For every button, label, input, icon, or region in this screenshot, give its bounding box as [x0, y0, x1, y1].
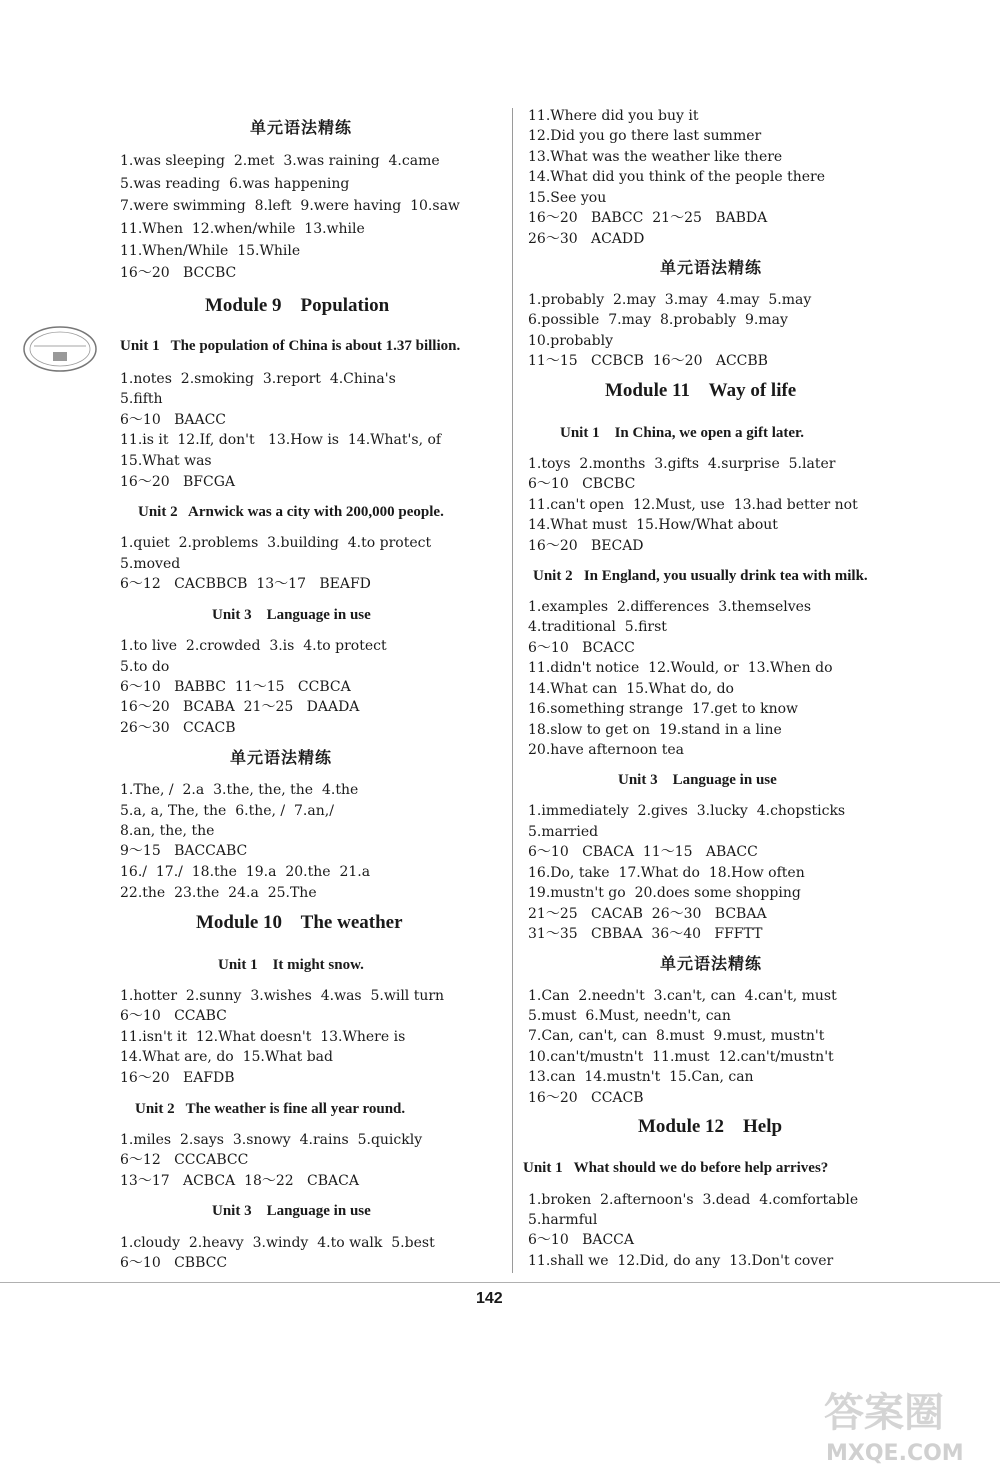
svg-text:MXQE.COM: MXQE.COM — [826, 1441, 964, 1466]
answer-line: 6～10 BABBC 11～15 CCBCA — [120, 679, 351, 695]
unit-heading: Unit 3 Language in use — [618, 772, 777, 788]
answer-line: 1.The, / 2.a 3.the, the, the 4.the — [120, 782, 359, 798]
module-heading: Module 11 Way of life — [605, 380, 797, 401]
answer-line: 15.What was — [120, 453, 212, 469]
answer-line: 13～17 ACBCA 18～22 CBACA — [120, 1173, 359, 1189]
unit-heading: Unit 2 In England, you usually drink tea with milk. — [533, 568, 868, 584]
answer-line: 1.probably 2.may 3.may 4.may 5.may — [528, 292, 812, 308]
answer-line: 6～12 CACBBCB 13～17 BEAFD — [120, 576, 371, 592]
answer-line: 14.What must 15.How/What about — [528, 517, 778, 533]
answer-line: 10.probably — [528, 333, 614, 349]
answer-line: 1.quiet 2.problems 3.building 4.to protect — [120, 535, 432, 551]
answer-line: 1.immediately 2.gives 3.lucky 4.chopsticks — [528, 803, 846, 819]
unit-heading: Unit 3 Language in use — [212, 607, 371, 623]
answer-line: 5.harmful — [528, 1212, 598, 1228]
grammar-heading: 单元语法精练 — [660, 258, 763, 277]
unit-heading: Unit 2 Arnwick was a city with 200,000 people. — [138, 504, 444, 520]
answer-line: 6～12 CCCABCC — [120, 1152, 249, 1168]
answer-line: 20.have afternoon tea — [528, 742, 685, 758]
answer-line: 10.can't/mustn't 11.must 12.can't/mustn't — [528, 1049, 834, 1065]
answer-line: 1.was sleeping 2.met 3.was raining 4.came — [120, 153, 440, 169]
answer-line: 5.must 6.Must, needn't, can — [528, 1008, 731, 1024]
unit-heading: Unit 1 In China, we open a gift later. — [560, 425, 805, 441]
answer-line: 16.Do, take 17.What do 18.How often — [528, 865, 805, 881]
answer-line: 19.mustn't go 20.does some shopping — [528, 885, 801, 901]
footer-rule — [0, 1282, 1000, 1283]
answer-line: 1.broken 2.afternoon's 3.dead 4.comfortable — [528, 1192, 859, 1208]
answer-line: 9～15 BACCABC — [120, 843, 248, 859]
answer-line: 4.traditional 5.first — [528, 619, 667, 635]
answer-line: 1.notes 2.smoking 3.report 4.China's — [120, 371, 396, 387]
answer-line: 11～15 CCBCB 16～20 ACCBB — [528, 353, 768, 369]
answer-line: 6～10 BAACC — [120, 412, 227, 428]
answer-line: 1.cloudy 2.heavy 3.windy 4.to walk 5.best — [120, 1235, 435, 1251]
answer-line: 11.When/While 15.While — [120, 243, 301, 259]
grammar-heading: 单元语法精练 — [660, 954, 763, 973]
answer-line: 6～10 CCABC — [120, 1008, 227, 1024]
answer-line: 16～20 BFCGA — [120, 474, 235, 490]
answer-line: 22.the 23.the 24.a 25.The — [120, 885, 317, 901]
answer-line: 16～20 BABCC 21～25 BABDA — [528, 210, 768, 226]
answer-line: 6～10 CBACA 11～15 ABACC — [528, 844, 758, 860]
module-heading: Module 12 Help — [638, 1116, 783, 1137]
answer-line: 16～20 BCCBC — [120, 265, 237, 281]
answer-line: 6～10 BCACC — [528, 640, 635, 656]
svg-text:答案圈: 答案圈 — [824, 1390, 944, 1436]
answer-line: 26～30 ACADD — [528, 231, 645, 247]
stamp-logo — [20, 322, 100, 376]
unit-heading: Unit 1 It might snow. — [218, 957, 364, 973]
answer-line: 11.When 12.when/while 13.while — [120, 221, 365, 237]
answer-line: 1.toys 2.months 3.gifts 4.surprise 5.later — [528, 456, 836, 472]
answer-line: 1.to live 2.crowded 3.is 4.to protect — [120, 638, 387, 654]
answer-line: 11.didn't notice 12.Would, or 13.When do — [528, 660, 833, 676]
answer-line: 1.Can 2.needn't 3.can't, can 4.can't, must — [528, 988, 837, 1004]
grammar-heading: 单元语法精练 — [230, 748, 333, 767]
page-number: 142 — [476, 1290, 503, 1307]
answer-line: 6.possible 7.may 8.probably 9.may — [528, 312, 788, 328]
answer-line: 5.married — [528, 824, 599, 840]
answer-line: 11.can't open 12.Must, use 13.had better not — [528, 497, 858, 513]
answer-line: 14.What can 15.What do, do — [528, 681, 734, 697]
answer-line: 16./ 17./ 18.the 19.a 20.the 21.a — [120, 864, 371, 880]
answer-line: 14.What did you think of the people there — [528, 169, 826, 185]
unit-heading: Unit 1 The population of China is about 1.37 billion. — [120, 338, 461, 354]
answer-line: 16～20 CCACB — [528, 1090, 644, 1106]
answer-line: 16.something strange 17.get to know — [528, 701, 799, 717]
answer-line: 13.What was the weather like there — [528, 149, 783, 165]
answer-line: 21～25 CACAB 26～30 BCBAA — [528, 906, 767, 922]
answer-line: 16～20 BCABA 21～25 DAADA — [120, 699, 360, 715]
answer-line: 5.to do — [120, 659, 170, 675]
answer-line: 14.What are, do 15.What bad — [120, 1049, 333, 1065]
answer-line: 5.fifth — [120, 391, 163, 407]
answer-line: 11.is it 12.If, don't 13.How is 14.What's, of — [120, 432, 442, 448]
answer-line: 6～10 CBBCC — [120, 1255, 228, 1271]
unit-heading: Unit 3 Language in use — [212, 1203, 371, 1219]
answer-line: 1.examples 2.differences 3.themselves — [528, 599, 812, 615]
answer-line: 5.a, a, The, the 6.the, / 7.an,/ — [120, 803, 334, 819]
answer-line: 16～20 EAFDB — [120, 1070, 235, 1086]
answer-line: 31～35 CBBAA 36～40 FFFTT — [528, 926, 763, 942]
unit-heading: Unit 2 The weather is fine all year round. — [135, 1101, 406, 1117]
answer-line: 11.shall we 12.Did, do any 13.Don't cover — [528, 1253, 834, 1269]
answer-line: 1.miles 2.says 3.snowy 4.rains 5.quickly — [120, 1132, 423, 1148]
answer-line: 26～30 CCACB — [120, 720, 236, 736]
answer-line: 8.an, the, the — [120, 823, 215, 839]
answer-line: 7.Can, can't, can 8.must 9.must, mustn't — [528, 1028, 825, 1044]
answer-line: 6～10 CBCBC — [528, 476, 636, 492]
answer-line: 5.was reading 6.was happening — [120, 176, 350, 192]
answer-line: 11.Where did you buy it — [528, 108, 699, 124]
module-heading: Module 10 The weather — [196, 912, 403, 933]
answer-line: 11.isn't it 12.What doesn't 13.Where is — [120, 1029, 406, 1045]
answer-line: 12.Did you go there last summer — [528, 128, 762, 144]
answer-line: 13.can 14.mustn't 15.Can, can — [528, 1069, 754, 1085]
answer-line: 18.slow to get on 19.stand in a line — [528, 722, 782, 738]
unit-heading: Unit 1 What should we do before help arrives? — [523, 1160, 829, 1176]
answer-line: 1.hotter 2.sunny 3.wishes 4.was 5.will turn — [120, 988, 445, 1004]
answer-line: 16～20 BECAD — [528, 538, 644, 554]
answer-line: 7.were swimming 8.left 9.were having 10.saw — [120, 198, 460, 214]
watermark-logo — [818, 1380, 988, 1466]
grammar-heading: 单元语法精练 — [250, 118, 353, 137]
answer-line: 15.See you — [528, 190, 607, 206]
module-heading: Module 9 Population — [205, 295, 390, 316]
column-divider — [512, 108, 513, 1273]
answer-line: 6～10 BACCA — [528, 1232, 635, 1248]
answer-line: 5.moved — [120, 556, 181, 572]
